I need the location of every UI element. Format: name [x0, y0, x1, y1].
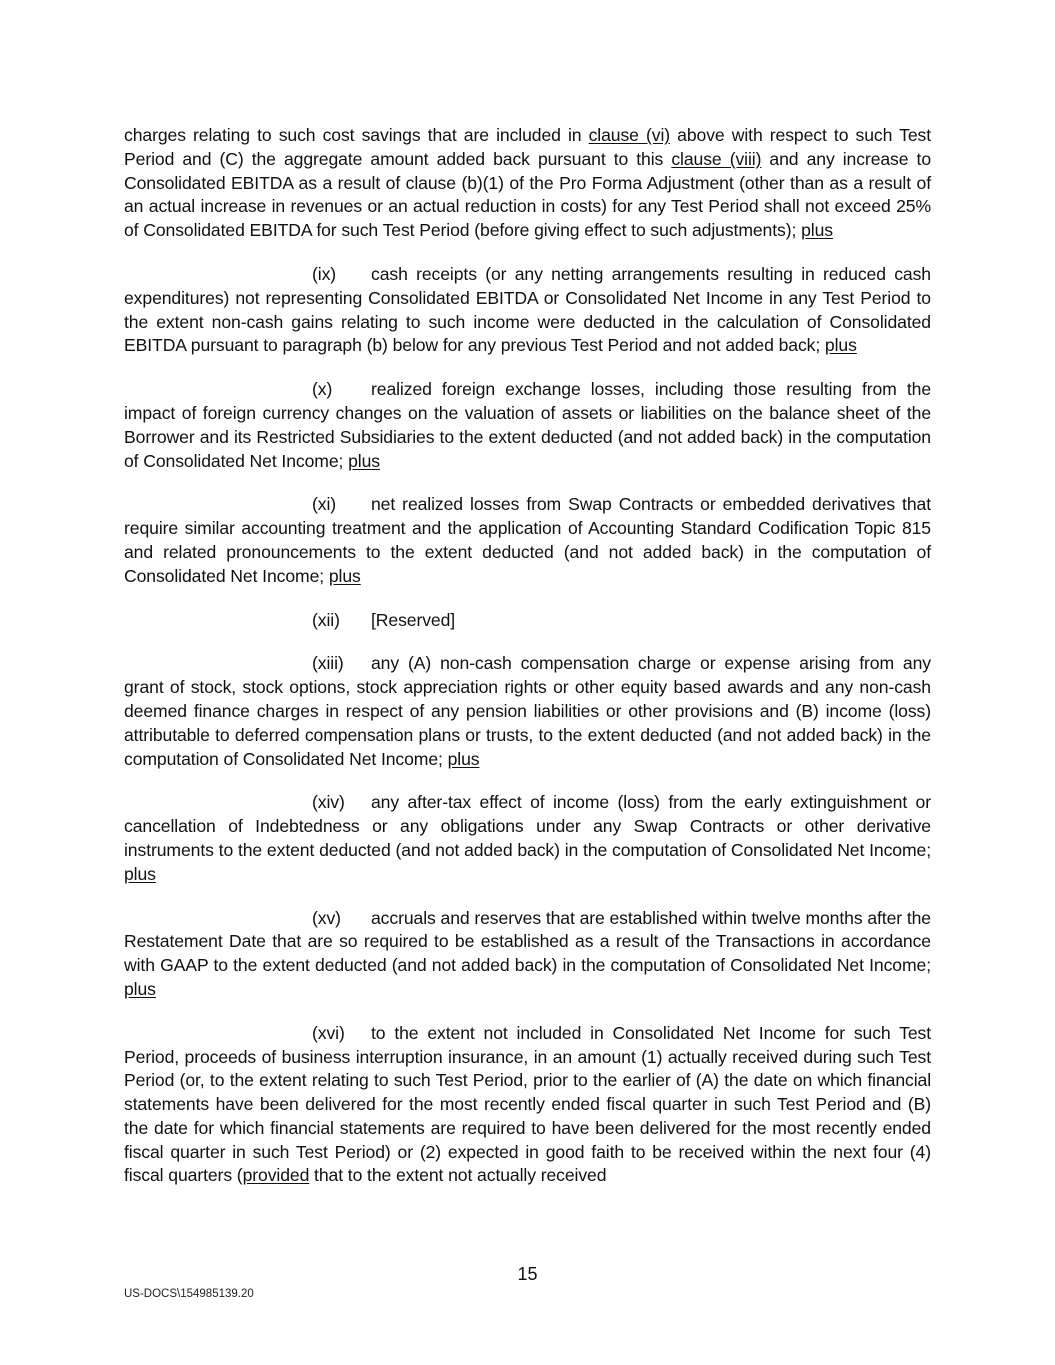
clause-text: any (A) non-cash compensation charge or expense arising from any grant of stock, stock options, stock appreciation rights or other equity based awards and any non-cash deemed finance charges in respect of any pension liabilities or other provisions and (B) income (loss) attributable to deferred compensation plans or trusts, to the extent deducted (and not added back) in the computation of Consolidated Net Income;	[124, 653, 931, 769]
intro-paragraph	[124, 124, 931, 243]
clause-number: (x)	[312, 379, 333, 400]
plus-conjunction: plus	[801, 220, 833, 241]
plus-conjunction: plus	[824, 335, 857, 356]
plus-conjunction: plus	[124, 863, 156, 884]
document-body	[124, 124, 931, 1208]
clause-xvi	[124, 1022, 931, 1189]
intro-text-b: above with respect to such Test Period and (C) the aggregate amount added back pursuant to this	[124, 125, 931, 169]
intro-text-a: charges relating to such cost savings that are included in	[124, 125, 589, 145]
clause-number: (xiv)	[312, 792, 345, 813]
clause-viii-reference: clause (viii)	[671, 148, 762, 169]
clause-xv	[124, 907, 931, 1002]
plus-conjunction: plus	[447, 748, 480, 769]
clause-vi-reference: clause (vi)	[588, 125, 671, 145]
provided-reference: provided	[242, 1165, 310, 1186]
clause-text-a: to the extent not included in Consolidated Net Income for such Test Period, proceeds of business interruption insurance, in an amount (1) actually received during such Test Period (or, to the extent relating to such Test Period, prior to the earlier of (A) the date on which financial statements have been delivered for the most recently ended fiscal quarter in such Test Period and (B) the date for which financial statements are required to have been delivered for the most recently ended fiscal quarter in such Test Period) or (2) expected in good faith to be received within the next four (4) fiscal quarters (	[124, 1022, 931, 1186]
clause-ix	[124, 263, 931, 358]
clause-number: (xi)	[312, 494, 337, 515]
clause-text: [Reserved]	[371, 609, 456, 630]
clause-xiii	[124, 652, 931, 771]
clause-number: (xvi)	[312, 1022, 345, 1043]
clause-xi	[124, 493, 931, 588]
clause-number: (xv)	[312, 907, 341, 928]
clause-text: net realized losses from Swap Contracts or embedded derivatives that require similar accounting treatment and the application of Accounting Standard Codification Topic 815 and related pronouncements to the extent deducted (and not added back) in the computation of Consolidated Net Income;	[124, 494, 931, 586]
clause-x	[124, 378, 931, 473]
plus-conjunction: plus	[328, 565, 361, 586]
plus-conjunction: plus	[124, 978, 156, 999]
clause-text: any after-tax effect of income (loss) from the early extinguishment or cancellation of Indebtedness or any obligations under any Swap Contracts or other derivative instruments to the extent deducted (and not added back) in the computation of Consolidated Net Income;	[124, 792, 931, 860]
clause-xii	[124, 609, 931, 633]
clause-text: accruals and reserves that are established within twelve months after the Restatement Date that are so required to be established as a result of the Transactions in accordance with GAAP to the extent deducted (and not added back) in the computation of Consolidated Net Income;	[124, 907, 931, 976]
clause-text-b: that to the extent not actually received	[309, 1165, 607, 1186]
clause-number: (ix)	[312, 263, 337, 284]
page-number: 15	[517, 1264, 538, 1284]
clause-number: (xiii)	[312, 653, 344, 674]
clause-xiv	[124, 791, 931, 886]
clause-text: cash receipts (or any netting arrangements resulting in reduced cash expenditures) not representing Consolidated EBITDA or Consolidated Net Income in any Test Period to the extent non-cash gains relating to such income were deducted in the calculation of Consolidated EBITDA pursuant to paragraph (b) below for any previous Test Period and not added back;	[124, 263, 931, 356]
clause-number: (xii)	[312, 609, 340, 630]
intro-text-c: and any increase to Consolidated EBITDA as a result of clause (b)(1) of the Pro Forma Adjustment (other than as a result of an actual increase in revenues or an actual reduction in costs) for any Test Period shall not exceed 25% of Consolidated EBITDA for such Test Period (before giving effect to such adjustments);	[124, 148, 932, 241]
plus-conjunction: plus	[348, 450, 380, 471]
clause-text: realized foreign exchange losses, including those resulting from the impact of foreign currency changes on the valuation of assets or liabilities on the balance sheet of the Borrower and its Restricted Subsidiaries to the extent deducted (and not added back) in the computation of Consolidated Net Income;	[124, 379, 931, 471]
document-id: US-DOCS\154985139.20	[124, 1288, 254, 1300]
